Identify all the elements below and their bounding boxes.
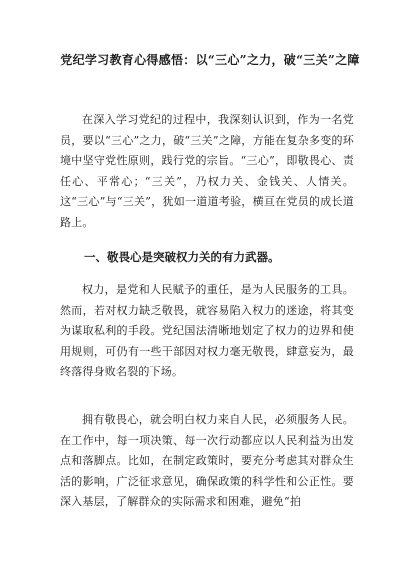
- document-title: 党纪学习教育心得感悟：以“三心”之力，破“三关”之障: [60, 53, 360, 67]
- body-paragraph: 拥有敬畏心，就会明白权力来自人民，必须服务人民。在工作中，每一项决策、每一次行动都应以人民利益为出发点和落脚点。比如，在制定政策时，要充分考虑其对群众生活的影响，广泛征求意见，确保政策的科学性和公正性。要深入基层，了解群众的实际需求和困难，避免“拍: [60, 413, 354, 508]
- intro-paragraph: 在深入学习党纪的过程中，我深刻认识到，作为一名党员，要以“三心”之力，破“三关”之障，方能在复杂多变的环境中坚守党性原则，践行党的宗旨。“三心”，即敬畏心、责任心、平常心；“三关”，乃权力关、金钱关、人情关。这“三心”与“三关”，犹如一道道考验，横亘在党员的成长道路上。: [60, 113, 354, 229]
- section-heading: 一、敬畏心是突破权力关的有力武器。: [84, 250, 280, 264]
- body-paragraph: 权力，是党和人民赋予的重任，是为人民服务的工具。然而，若对权力缺乏敬畏，就容易陷入权力的迷途，将其变为谋取私利的手段。党纪国法清晰地划定了权力的边界和使用规则，可仍有一些干部因对权力毫无敬畏，肆意妄为，最终落得身败名裂的下场。: [60, 283, 354, 378]
